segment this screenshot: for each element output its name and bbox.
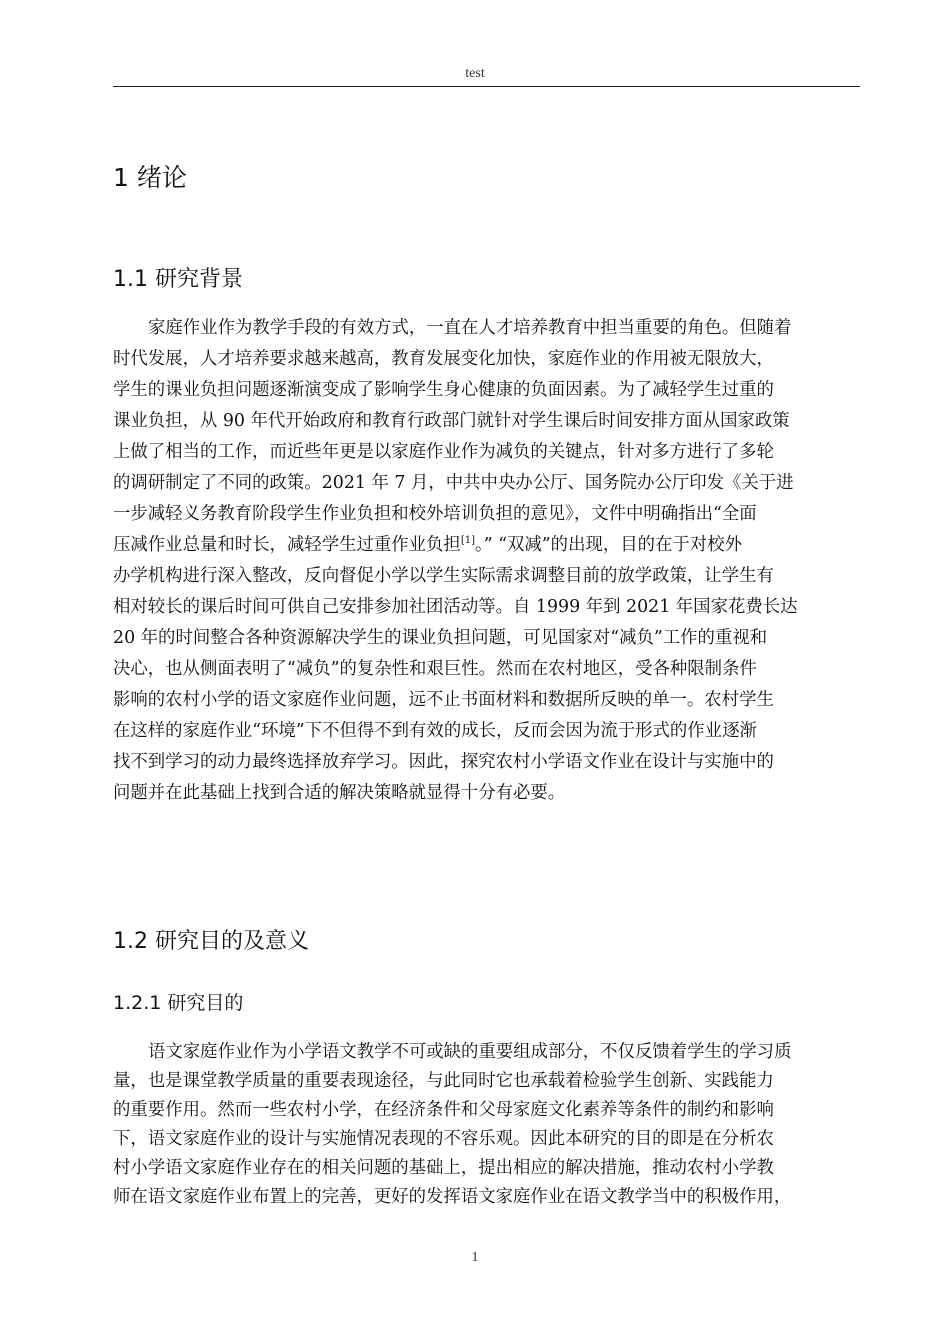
- paragraph-line: 找不到学习的动力最终选择放弃学习。因此，探究农村小学语文作业在设计与实施中的: [113, 752, 774, 772]
- paragraph-line: 量，也是课堂教学质量的重要表现途径，与此同时它也承载着检验学生创新、实践能力: [113, 1071, 774, 1091]
- paragraph-line: 的重要作用。然而一些农村小学，在经济条件和父母家庭文化素养等条件的制约和影响: [113, 1100, 774, 1120]
- paragraph-line: 时代发展，人才培养要求越来越高，教育发展变化加快，家庭作业的作用被无限放大，: [113, 349, 774, 369]
- paragraph-line: 一步减轻义务教育阶段学生作业负担和校外培训负担的意见》，文件中明确指出“全面: [113, 504, 757, 524]
- paragraph-line: 问题并在此基础上找到合适的解决策略就显得十分有必要。: [113, 783, 566, 803]
- header-rule: [113, 86, 860, 87]
- section-title-1-2-1: 1.2.1 研究目的: [113, 992, 244, 1014]
- purpose-paragraph: [113, 1038, 860, 1212]
- paragraph-line: 相对较长的课后时间可供自己安排参加社团活动等。自 1999 年到 2021 年国家花费长达: [113, 597, 798, 617]
- paragraph-line: 村小学语文家庭作业存在的相关问题的基础上，提出相应的解决措施，推动农村小学教: [113, 1158, 774, 1178]
- citation-text: 压减作业总量和时长，减轻学生过重作业负担: [113, 535, 461, 555]
- citation-tail-text: 。” “双减”的出现，目的在于对校外: [475, 535, 742, 555]
- paragraph-line: 20 年的时间整合各种资源解决学生的课业负担问题，可见国家对“减负”工作的重视和: [113, 628, 768, 648]
- paragraph-line: 上做了相当的工作，而近些年更是以家庭作业作为减负的关键点，针对多方进行了多轮: [113, 442, 774, 462]
- paragraph-line: 的调研制定了不同的政策。2021 年 7 月，中共中央办公厅、国务院办公厅印发《关于进: [113, 473, 794, 493]
- section-title-1-2: 1.2 研究目的及意义: [113, 929, 309, 954]
- paragraph-line: 办学机构进行深入整改，反向督促小学以学生实际需求调整目前的放学政策，让学生有: [113, 566, 774, 586]
- section-title-1-1: 1.1 研究背景: [113, 267, 243, 292]
- paragraph-line: 影响的农村小学的语文家庭作业问题，远不止书面材料和数据所反映的单一。农村学生: [113, 690, 774, 710]
- paragraph-line: 师在语文家庭作业布置上的完善，更好的发挥语文家庭作业在语文教学当中的积极作用，: [113, 1187, 792, 1207]
- paragraph-line-with-citation: [113, 530, 860, 561]
- chapter-title: 1 绪论: [113, 163, 187, 192]
- paragraph-line: 决心，也从侧面表明了“减负”的复杂性和艰巨性。然而在农村地区，受各种限制条件: [113, 659, 757, 679]
- citation-ref[interactable]: [1]: [460, 535, 475, 547]
- paragraph-line: 在这样的家庭作业“环境”下不但得不到有效的成长，反而会因为流于形式的作业逐渐: [113, 721, 757, 741]
- running-header: test: [465, 66, 485, 81]
- paragraph-line: 下，语文家庭作业的设计与实施情况表现的不容乐观。因此本研究的目的即是在分析农: [113, 1129, 774, 1149]
- paragraph-line: 学生的课业负担问题逐渐演变成了影响学生身心健康的负面因素。为了减轻学生过重的: [113, 380, 774, 400]
- paragraph-line: 家庭作业作为教学手段的有效方式，一直在人才培养教育中担当重要的角色。但随着: [148, 318, 792, 338]
- paragraph-line: 语文家庭作业作为小学语文教学不可或缺的重要组成部分，不仅反馈着学生的学习质: [148, 1042, 792, 1062]
- page-number: 1: [471, 1250, 479, 1265]
- background-paragraph: [113, 313, 860, 809]
- paragraph-line: 课业负担，从 90 年代开始政府和教育行政部门就针对学生课后时间安排方面从国家政策: [113, 411, 790, 431]
